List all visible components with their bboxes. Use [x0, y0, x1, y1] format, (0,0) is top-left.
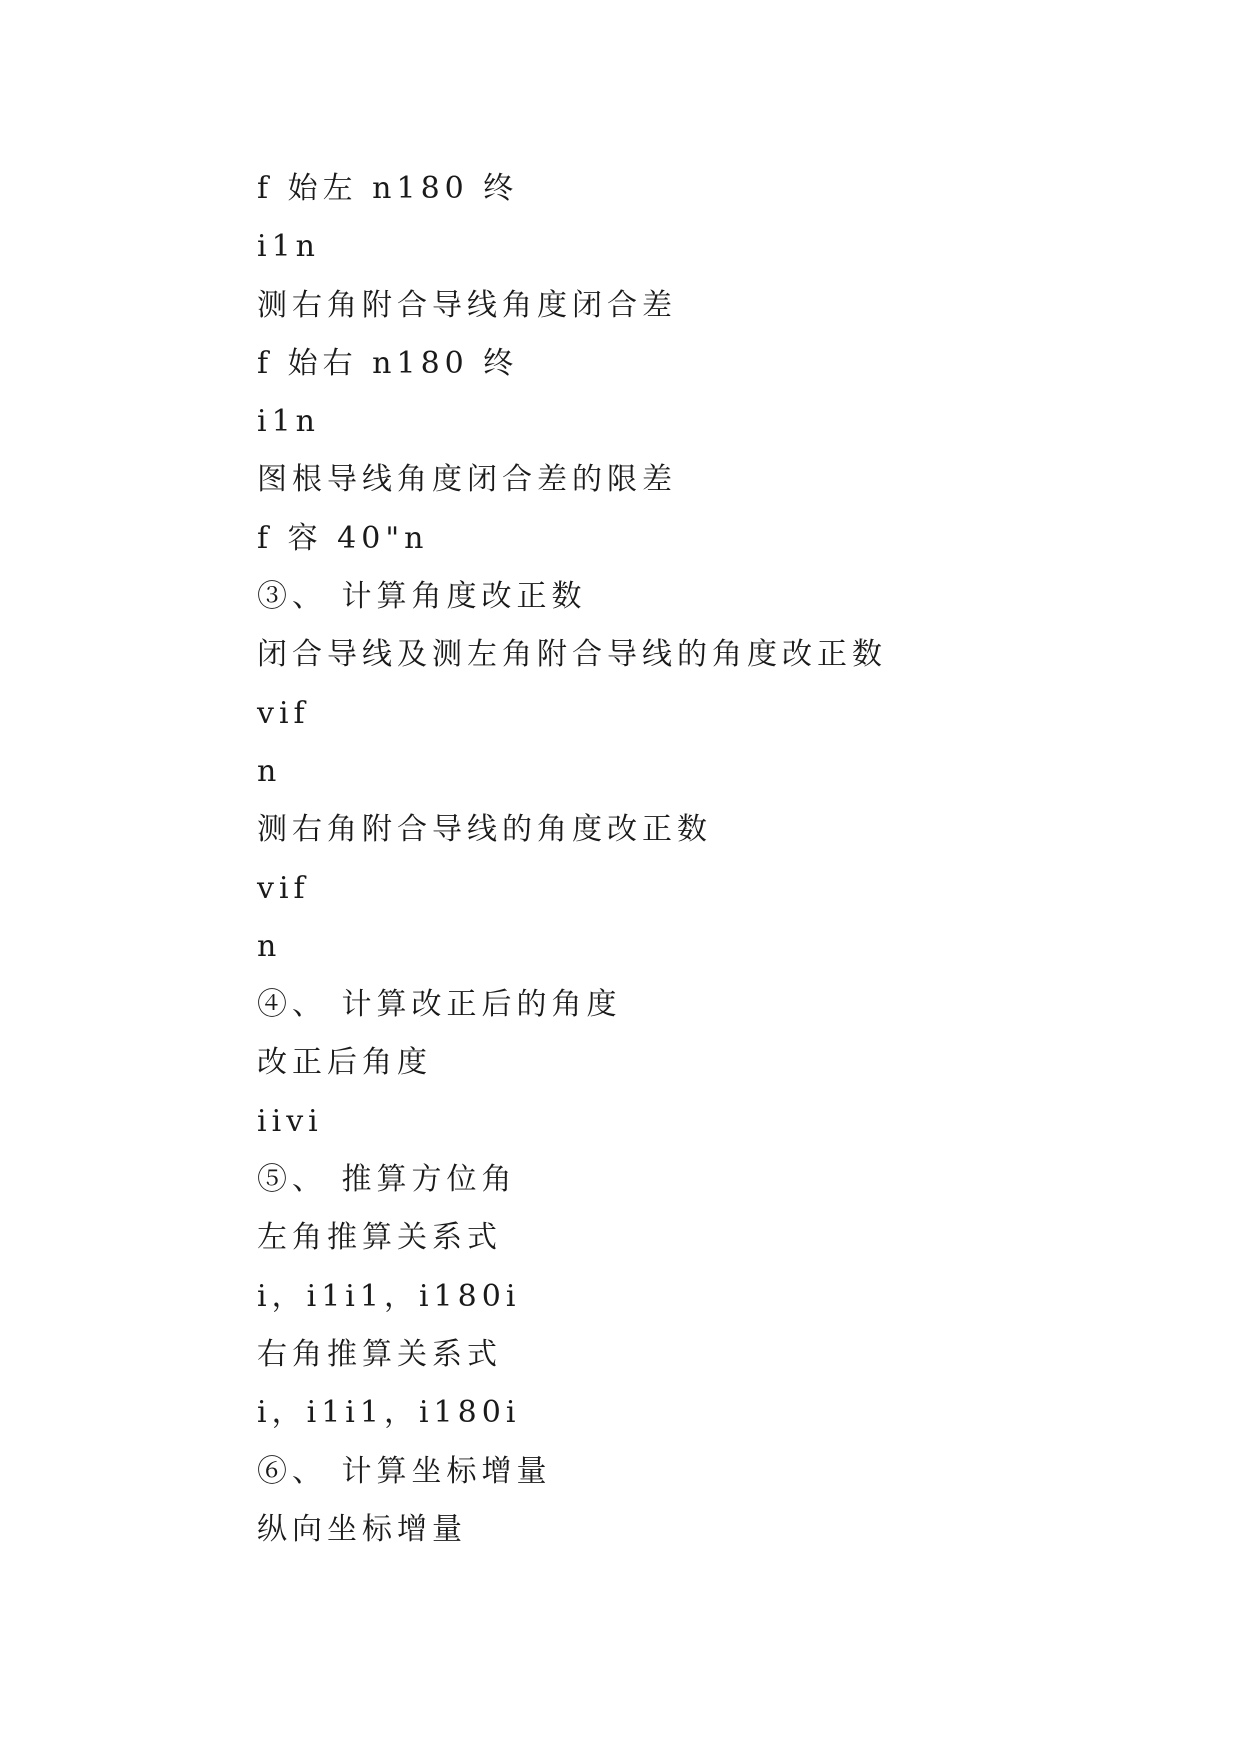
text-line: 测右角附合导线的角度改正数 [257, 812, 712, 848]
text-line: iivi [257, 1103, 323, 1139]
text-line: i1n [257, 229, 321, 265]
text-line: i，i1i1，i180i [257, 1395, 521, 1431]
text-line: 纵向坐标增量 [257, 1511, 467, 1547]
text-line: vif [257, 695, 310, 731]
text-line: vif [257, 870, 310, 906]
text-line: i，i1i1，i180i [257, 1278, 521, 1314]
document-body [257, 160, 1157, 1559]
section-heading: ④、 计算改正后的角度 [257, 987, 622, 1023]
text-line: 图根导线角度闭合差的限差 [257, 462, 677, 498]
text-line: f 始左 n180 终 [257, 171, 519, 206]
text-line: f 容 40"n [257, 520, 429, 556]
text-line: f 始右 n180 终 [257, 345, 519, 381]
text-line: n [257, 753, 282, 789]
text-line: 改正后角度 [257, 1045, 432, 1081]
text-line: 测右角附合导线角度闭合差 [257, 287, 677, 323]
text-line: 闭合导线及测左角附合导线的角度改正数 [257, 637, 887, 673]
text-line: n [257, 928, 282, 964]
section-heading: ⑥、 计算坐标增量 [257, 1453, 552, 1489]
text-line: 右角推算关系式 [257, 1336, 502, 1372]
section-heading: ⑤、 推算方位角 [257, 1162, 517, 1198]
text-line: i1n [257, 404, 321, 440]
text-line: 左角推算关系式 [257, 1220, 502, 1256]
section-heading: ③、 计算角度改正数 [257, 579, 587, 615]
